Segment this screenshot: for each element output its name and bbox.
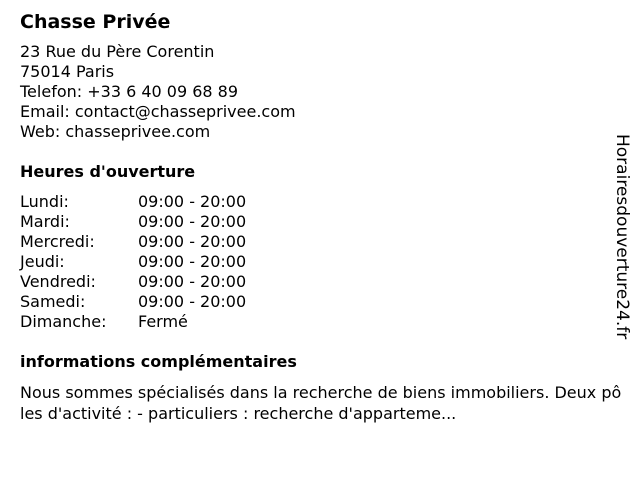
- hours-row: [20, 272, 620, 292]
- hours-day: Vendredi:: [20, 272, 96, 291]
- business-card: [20, 10, 620, 424]
- hours-day: Jeudi:: [20, 252, 65, 271]
- address-city: 75014 Paris: [20, 62, 115, 81]
- info-heading: informations complémentaires: [20, 352, 297, 371]
- hours-time: 09:00 - 20:00: [138, 232, 247, 251]
- hours-time: 09:00 - 20:00: [138, 252, 247, 271]
- hours-time: 09:00 - 20:00: [138, 192, 247, 211]
- hours-row: [20, 232, 620, 252]
- hours-row: [20, 252, 620, 272]
- hours-day: Samedi:: [20, 292, 86, 311]
- phone-line: Telefon: +33 6 40 09 68 89: [20, 82, 239, 101]
- hours-row: [20, 212, 620, 232]
- hours-day: Lundi:: [20, 192, 69, 211]
- hours-day: Dimanche:: [20, 312, 107, 331]
- info-text: Nous sommes spécialisés dans la recherche de biens immobiliers. Deux pôles d'activité : - particuliers : recherche d'apparteme...: [20, 383, 622, 423]
- contact-block: [20, 42, 620, 142]
- hours-time: 09:00 - 20:00: [138, 292, 247, 311]
- hours-time: Fermé: [138, 312, 188, 331]
- hours-time: 09:00 - 20:00: [138, 272, 247, 291]
- hours-row: [20, 292, 620, 312]
- hours-time: 09:00 - 20:00: [138, 212, 247, 231]
- hours-row: [20, 312, 620, 332]
- hours-day: Mardi:: [20, 212, 70, 231]
- email-line: Email: contact@chasseprivee.com: [20, 102, 296, 121]
- web-line: Web: chasseprivee.com: [20, 122, 211, 141]
- address-street: 23 Rue du Père Corentin: [20, 42, 215, 61]
- hours-table: [20, 192, 620, 332]
- hours-heading: Heures d'ouverture: [20, 162, 196, 181]
- site-watermark: Horairesdouverture24.fr: [612, 134, 632, 340]
- hours-row: [20, 192, 620, 212]
- hours-day: Mercredi:: [20, 232, 95, 251]
- business-name: Chasse Privée: [20, 11, 171, 33]
